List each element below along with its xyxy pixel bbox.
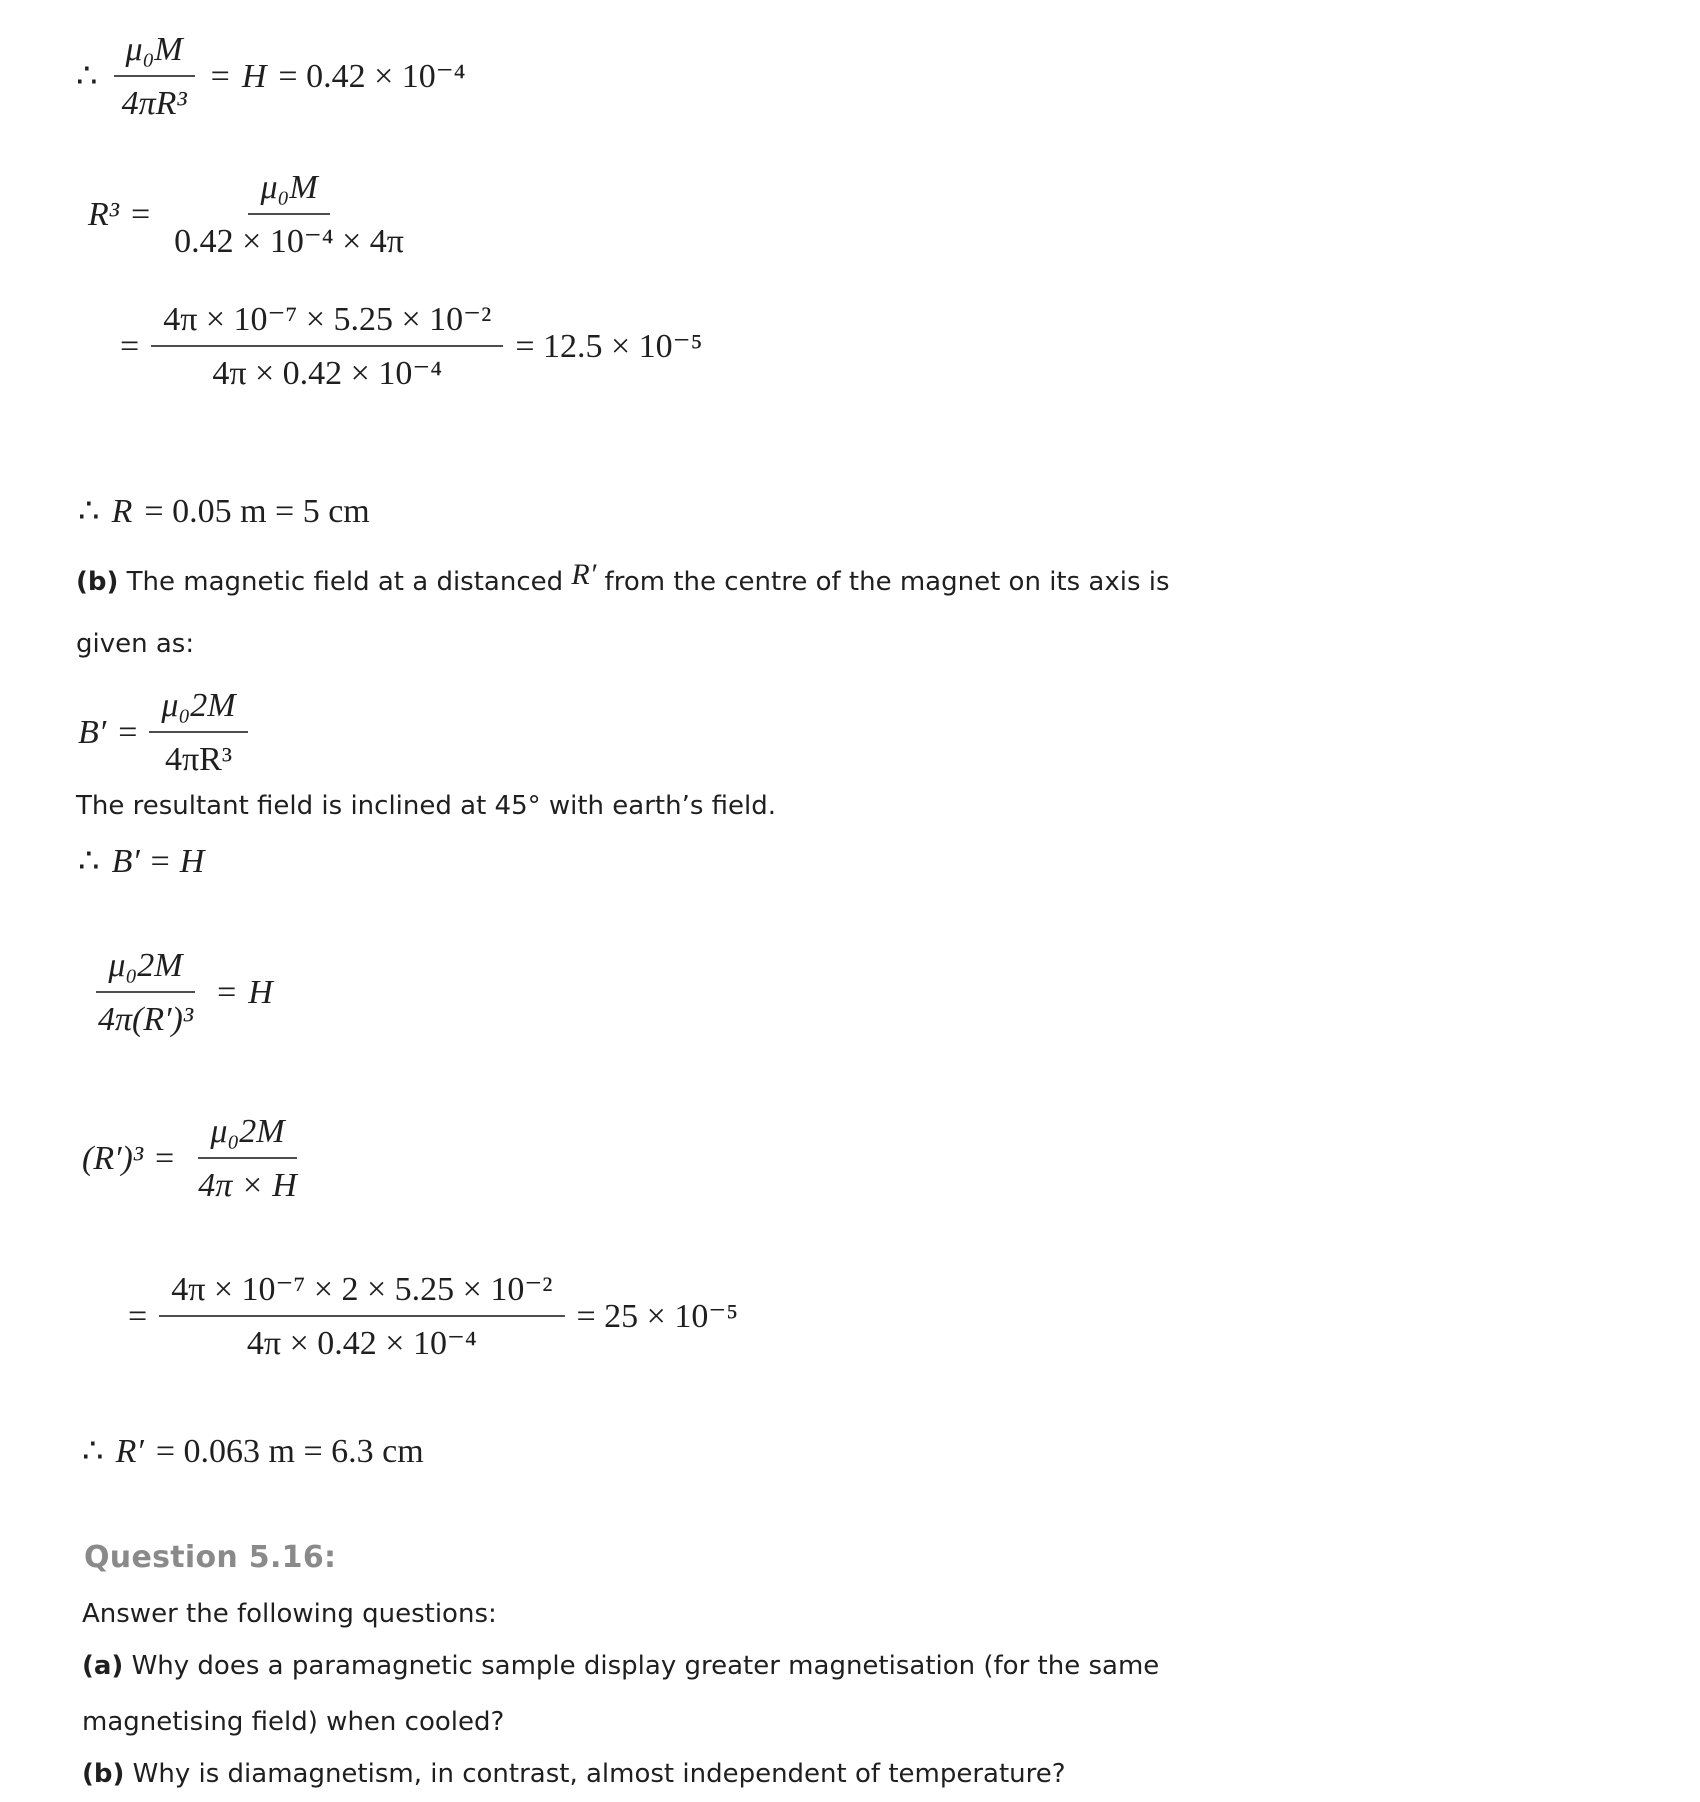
math-variable: (R′)³ — [82, 1140, 144, 1178]
equals-sign: = — [128, 1298, 148, 1336]
part-a-line-2: magnetising field) when cooled? — [82, 1706, 505, 1737]
fraction-numerator: 4π × 10⁻⁷ × 2 × 5.25 × 10⁻² — [159, 1270, 564, 1317]
math-variable: R — [111, 493, 133, 530]
part-a-label: (a) — [82, 1651, 124, 1681]
part-b-label: (b) — [76, 567, 119, 597]
fraction-numerator: μ₀2M — [96, 946, 194, 993]
fraction-numerator: μ₀M — [248, 168, 329, 215]
equation-r-prime-cubed — [82, 1112, 309, 1205]
math-value: = 0.063 m = 6.3 cm — [155, 1433, 424, 1470]
math-variable: H — [241, 58, 267, 96]
equation-r-cubed — [88, 168, 416, 261]
fraction — [186, 1112, 309, 1205]
fraction-numerator: μ₀2M — [149, 686, 247, 733]
math-variable: R′ — [115, 1433, 144, 1470]
question-part-b — [82, 1758, 1066, 1791]
part-b-line-2: given as: — [76, 628, 195, 659]
math-variable: R³ — [88, 196, 119, 234]
math-value: = 25 × 10⁻⁵ — [576, 1298, 739, 1336]
fraction-numerator: 4π × 10⁻⁷ × 5.25 × 10⁻² — [151, 300, 503, 347]
fraction-denominator: 4π(R′)³ — [98, 1001, 194, 1039]
fraction — [151, 300, 503, 393]
fraction-numerator: μ₀M — [114, 30, 195, 77]
math-value: = 12.5 × 10⁻⁵ — [515, 328, 703, 366]
fraction-denominator: 4π × 0.42 × 10⁻⁴ — [212, 355, 443, 393]
fraction-denominator: 4πR³ — [121, 85, 187, 123]
part-b-question-label: (b) — [82, 1759, 125, 1789]
question-heading: Question 5.16: — [84, 1540, 337, 1575]
therefore-symbol: ∴ — [82, 1433, 104, 1470]
fraction-numerator: μ₀2M — [198, 1112, 296, 1159]
fraction-denominator: 4πR³ — [164, 741, 233, 779]
part-b-text: from the centre of the magnet on its axis is — [604, 567, 1170, 597]
part-a-line-1 — [82, 1650, 1159, 1683]
equals-sign: = — [130, 196, 151, 234]
therefore-symbol: ∴ — [78, 493, 100, 530]
fraction-denominator: 0.42 × 10⁻⁴ × 4π — [174, 223, 404, 261]
math-value: = 0.05 m = 5 cm — [144, 493, 370, 530]
fraction — [159, 1270, 564, 1363]
equation-r-prime-numeric — [128, 1270, 738, 1363]
inline-math-r-prime: R′ — [571, 558, 597, 591]
fraction-denominator: 4π × H — [198, 1167, 297, 1205]
part-b-line-1 — [76, 558, 1170, 600]
part-b-question-text: Why is diamagnetism, in contrast, almost independent of temperature? — [132, 1759, 1066, 1789]
answer-intro: Answer the following questions: — [82, 1599, 497, 1629]
part-b-text: The magnetic field at a distanced — [126, 567, 564, 597]
equation-r-result — [78, 492, 370, 531]
equals-sign: = — [217, 974, 237, 1012]
fraction — [110, 30, 199, 123]
equals-sign: = — [210, 58, 230, 96]
part-a-text: Why does a paramagnetic sample display greater magnetisation (for the same — [131, 1651, 1160, 1681]
equation-field-h — [76, 30, 466, 123]
math-variable: B′ — [78, 714, 107, 752]
equals-sign: = — [118, 714, 138, 752]
resultant-field-line: The resultant field is inclined at 45° with earth’s field. — [76, 791, 777, 821]
fraction — [162, 168, 416, 261]
question-part-a — [82, 1650, 1159, 1738]
equation-b-equals-h — [78, 842, 204, 881]
fraction — [149, 686, 247, 779]
math-expression: B′ = H — [111, 843, 205, 880]
therefore-symbol: ∴ — [76, 58, 98, 96]
equation-b-prime — [78, 686, 248, 779]
equals-sign: = — [120, 328, 140, 366]
math-value: = 0.42 × 10⁻⁴ — [278, 58, 466, 96]
equation-r-numeric — [120, 300, 702, 393]
equals-sign: = — [155, 1140, 175, 1178]
answer-part-b-paragraph — [76, 558, 1170, 660]
equation-r-prime-result — [82, 1432, 424, 1471]
math-variable: H — [248, 974, 273, 1012]
equation-h-relation — [86, 946, 273, 1039]
fraction-denominator: 4π × 0.42 × 10⁻⁴ — [246, 1325, 477, 1363]
fraction — [86, 946, 205, 1039]
therefore-symbol: ∴ — [78, 843, 100, 880]
